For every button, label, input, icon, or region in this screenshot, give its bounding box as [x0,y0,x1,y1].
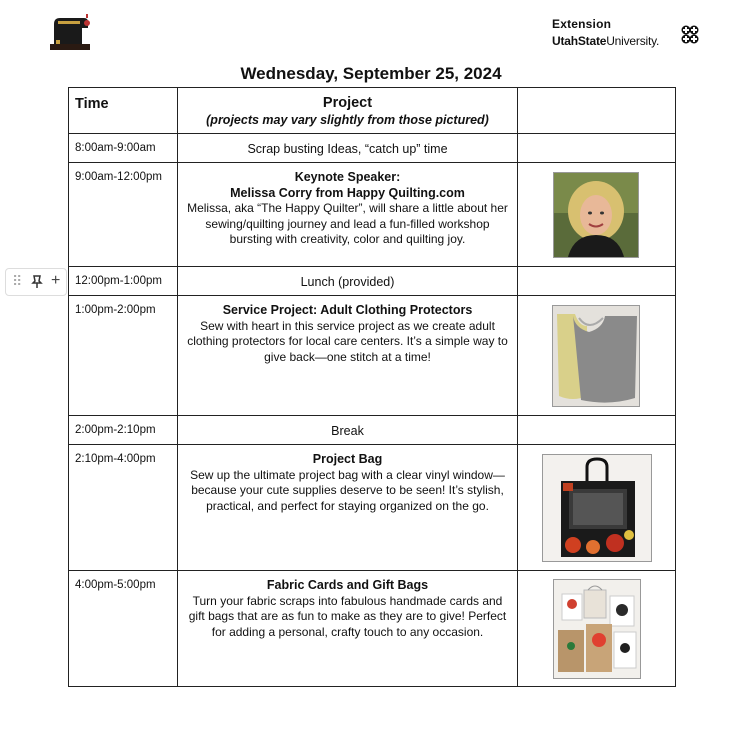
table-row [69,134,676,163]
drag-handle-icon[interactable]: ⠿ [12,273,23,289]
row-time: 8:00am-9:00am [75,142,156,154]
row-text: Sew up the ultimate project bag with a clear vinyl window—because your cute supplies deserve to be seen! It’s stylish, practical, and perfect for staying organized on the go. [190,467,505,513]
plus-icon[interactable]: + [51,272,61,289]
table-row [69,445,676,571]
row-subheading: Melissa Corry from Happy Quilting.com [230,185,465,200]
gift-bags-photo [553,579,641,679]
schedule-table [68,87,676,687]
row-heading: Keynote Speaker: [294,170,401,184]
row-text: Break [331,424,364,438]
row-heading: Project Bag [312,452,383,466]
time-header: Time [75,96,109,112]
page-title: Wednesday, September 25, 2024 [240,64,502,83]
speaker-photo [553,172,639,258]
row-text: Melissa, aka “The Happy Quilter”, will share a little about her sewing/quilting journey and lead a fun-filled workshop bursting with creativity, color and quilting joy. [187,201,508,246]
table-row [69,296,676,416]
usu-extension-logo [552,17,659,48]
row-time: 1:00pm-2:00pm [75,304,156,316]
row-time: 12:00pm-1:00pm [75,275,162,287]
project-note: (projects may vary slightly from those pictured) [206,113,489,127]
row-toolbar [5,268,67,296]
project-header: Project [322,95,373,111]
table-header-row [69,88,676,134]
university-name: UtahStateUniversity. [552,34,660,48]
row-time: 2:00pm-2:10pm [75,424,156,436]
extension-label: Extension [552,17,612,31]
row-time: 9:00am-12:00pm [75,171,162,183]
row-text: Sew with heart in this service project as we create adult clothing protectors for local care centers. It’s a simple way to give back—one stitch at a time! [187,318,508,364]
row-heading: Service Project: Adult Clothing Protectors [222,303,473,317]
row-text: Turn your fabric scraps into fabulous handmade cards and gift bags that are as fun to make as they are to give! Perfect for adding a personal, crafty touch to any occasion. [188,593,507,639]
row-time: 2:10pm-4:00pm [75,453,156,465]
clothing-protector-photo [552,305,640,407]
table-row [69,267,676,296]
four-leaf-clover-icon [679,24,701,46]
sewing-machine-icon [46,14,94,52]
row-time: 4:00pm-5:00pm [75,579,156,591]
table-row [69,416,676,445]
row-text: Lunch (provided) [300,275,395,289]
pin-icon[interactable] [31,275,43,289]
table-row [69,571,676,687]
table-row [69,163,676,267]
row-text: Scrap busting Ideas, “catch up” time [247,142,448,156]
project-bag-photo [542,454,652,562]
row-heading: Fabric Cards and Gift Bags [266,578,429,592]
